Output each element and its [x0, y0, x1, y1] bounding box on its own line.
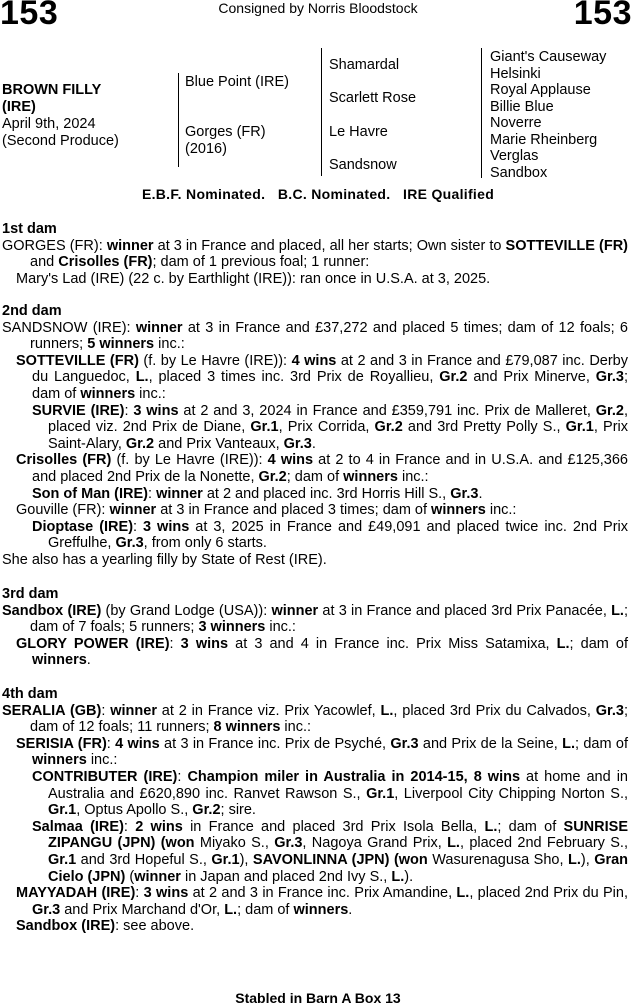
text: inc.:	[135, 385, 166, 402]
text: ; dam of	[569, 635, 629, 652]
text: ; dam of	[286, 468, 344, 485]
text: Wasurenagusa Sho,	[427, 851, 568, 868]
text: Sandbox (IRE)	[2, 602, 102, 619]
text: ),	[580, 851, 595, 868]
text: , placed 2nd Prix du Pin,	[469, 885, 628, 902]
g3-3: Royal Applause	[490, 82, 591, 98]
text: , from only 6 starts.	[143, 535, 267, 552]
text: in France and placed 3rd Prix Isola Bella,	[182, 818, 485, 835]
text: SURVIE (IRE)	[32, 402, 125, 419]
g3-7: Verglas	[490, 148, 539, 164]
second-dam-heading: 2nd dam	[2, 303, 62, 319]
text: winner	[134, 868, 181, 885]
seralia-entry	[2, 703, 628, 736]
text: 3 wins	[133, 402, 179, 419]
text: : see above.	[115, 918, 195, 935]
text: (f. by Le Havre (IRE)):	[138, 352, 292, 369]
text: Gr.2	[125, 435, 155, 452]
dioptase-entry	[2, 519, 628, 552]
foaling-date: April 9th, 2024	[2, 116, 96, 132]
dam-dam: Sandsnow	[329, 157, 397, 173]
text: , Optus Apollo S.,	[76, 802, 193, 819]
text: Gr.1	[366, 785, 395, 802]
text: and Prix de la Seine,	[418, 735, 563, 752]
text: MAYYADAH (IRE)	[16, 885, 136, 902]
text: ; dam of 1 previous foal; 1 runner:	[152, 254, 370, 271]
text: (	[125, 868, 135, 885]
g3-2: Helsinki	[490, 65, 541, 82]
text: CONTRIBUTER (IRE)	[32, 768, 178, 785]
text: 4 wins	[267, 452, 314, 469]
text: SOTTEVILLE (FR)	[505, 237, 629, 254]
text: inc.:	[154, 336, 185, 353]
g3-4: Billie Blue	[490, 98, 554, 115]
horse-name-line2: (IRE)	[2, 99, 36, 115]
text: winners	[343, 468, 398, 485]
text: and Prix Minerve,	[467, 369, 596, 386]
text: Gr.3	[595, 369, 624, 386]
text: Sandbox (IRE)	[16, 918, 116, 935]
text: SANDSNOW (IRE):	[2, 319, 136, 336]
text: at 3 in France and placed 3 times; dam of	[156, 502, 432, 519]
text: :	[148, 485, 157, 502]
text: ; dam of	[237, 901, 294, 918]
text: , placed 3 times inc. 3rd Prix de Royallieu,	[148, 369, 440, 386]
text: winners	[32, 652, 87, 669]
text: at 2 and 3 in France inc. Prix Amandine,	[188, 885, 457, 902]
lot-number-right: 153	[573, 0, 632, 32]
text: inc.:	[397, 468, 429, 485]
text: inc.:	[485, 502, 517, 519]
text: SOTTEVILLE (FR)	[16, 352, 139, 369]
text: 3 wins	[143, 518, 190, 535]
text: Gr.3	[283, 435, 312, 452]
text: inc.:	[265, 619, 296, 636]
text: Gr.2	[192, 802, 221, 819]
sire-sire: Shamardal	[329, 57, 400, 73]
text: Crisolles (FR)	[58, 254, 153, 271]
text: , placed 3rd Prix du Calvados,	[393, 702, 596, 719]
text: , Liverpool City Chipping Norton S.,	[394, 785, 628, 802]
text: :	[124, 402, 134, 419]
text: Gr.2	[595, 402, 624, 419]
text: and 3rd Hopeful S.,	[76, 851, 212, 868]
text: at 3 in France and placed, all her starts; Own sister to	[153, 237, 506, 254]
text: at 3, 2025 in France and £49,091 and placed twice inc. 2nd Prix Greffulhe,	[48, 518, 628, 552]
survie-entry	[2, 403, 628, 453]
mayyadah-entry	[2, 885, 628, 918]
salmaa-entry	[2, 819, 628, 885]
text: , placed 2nd February S.,	[459, 835, 628, 852]
text: 2 wins	[135, 818, 183, 835]
text: L.	[224, 901, 238, 918]
dam-name: GORGES (FR)	[2, 237, 99, 254]
text: Gr.2	[374, 419, 403, 436]
text: L.	[456, 885, 470, 902]
text: and 3rd Pretty Polly S.,	[402, 419, 566, 436]
first-dam-entry	[2, 238, 628, 271]
produce-note: (Second Produce)	[2, 133, 119, 149]
g3-1: Giant's Causeway	[490, 49, 607, 65]
text: Gouville (FR):	[16, 502, 110, 519]
text: Gr.1	[250, 419, 279, 436]
text: winners	[80, 385, 136, 402]
text: Gr.3	[115, 535, 144, 552]
g3-6: Marie Rheinberg	[490, 131, 598, 148]
text: at home and in Australia and £620,890 inc. Ranvet Rawson S.,	[48, 768, 628, 802]
text: and Prix Marchand d'Or,	[60, 901, 225, 918]
text: :	[106, 735, 116, 752]
text: winners	[293, 901, 349, 918]
sire: Blue Point (IRE)	[185, 74, 289, 90]
text: at 3 and 4 in France inc. Prix Miss Satamixa,	[228, 635, 557, 652]
dam-name: Gorges (FR)	[185, 124, 266, 140]
text: SAVONLINNA (JPN)	[252, 851, 390, 868]
text: ),	[239, 851, 253, 868]
text: , Nagoya Grand Prix,	[302, 835, 448, 852]
text: Gr.3	[595, 702, 624, 719]
text: L.	[135, 369, 149, 386]
text: (f. by Le Havre (IRE)):	[111, 452, 268, 469]
text: 4 wins	[115, 735, 160, 752]
text: SUNRISE ZIPANGU (JPN)	[48, 818, 628, 852]
text: :	[169, 635, 181, 652]
text: and Prix Vanteaux,	[154, 435, 284, 452]
text: winner	[106, 237, 154, 254]
first-dam-section	[2, 221, 628, 287]
text: :	[177, 768, 188, 785]
g3-8: Sandbox	[490, 164, 548, 181]
third-dam-section	[2, 586, 628, 669]
text: Son of Man (IRE)	[32, 485, 148, 502]
text: :	[123, 818, 136, 835]
text: :	[135, 885, 144, 902]
text: 3 winners	[198, 619, 266, 636]
text: ; dam of	[32, 369, 628, 402]
glory-power-entry	[2, 636, 628, 669]
text: ; sire.	[220, 802, 256, 819]
text: ; dam of 7 foals; 5 runners;	[30, 602, 628, 636]
text: Champion miler in Australia in 2014-15, 8 wins	[187, 768, 521, 785]
pedigree-bracket-2	[321, 48, 322, 176]
first-dam-heading: 1st dam	[2, 221, 57, 237]
text: at 2 and 3, 2024 in France and £359,791 inc. Prix de Malleret,	[178, 402, 596, 419]
pedigree-bracket-3	[481, 48, 482, 178]
text: L.	[391, 868, 405, 885]
text: L.	[611, 602, 624, 619]
stabling-info: Stabled in Barn A Box 13	[235, 990, 401, 1006]
text: winner	[156, 485, 203, 502]
text: Gr.3	[32, 901, 61, 918]
gouville-entry	[2, 502, 628, 519]
sandbox-see-above	[2, 918, 628, 935]
text: winner	[109, 502, 157, 519]
consignor: Consigned by Norris Bloodstock	[218, 0, 418, 16]
text: at 2 and 3 in France and £79,087 inc. Derby du Languedoc,	[32, 352, 628, 386]
text: inc.:	[86, 752, 118, 769]
text: Gr.3	[390, 735, 419, 752]
third-dam-heading: 3rd dam	[2, 586, 59, 602]
text: 3 wins	[180, 635, 229, 652]
text: :	[133, 518, 144, 535]
text: L.	[447, 835, 460, 852]
text: L.	[567, 851, 581, 868]
text: , placed viz. 2nd Prix de Diane,	[48, 402, 629, 436]
dam-sire: Le Havre	[329, 124, 388, 140]
text: at 2 to 4 in France and in U.S.A. and £125,366 and placed 2nd Prix de la Nonette,	[32, 452, 629, 485]
text: ; dam of	[497, 818, 564, 835]
third-generation	[490, 49, 606, 181]
text: ).	[404, 868, 414, 885]
text: (won	[393, 851, 428, 868]
text: 3 wins	[143, 885, 189, 902]
text: L.	[562, 735, 576, 752]
text: 8 winners	[213, 719, 281, 736]
dam-year: (2016)	[185, 140, 227, 157]
dam	[185, 124, 266, 157]
text: L.	[556, 635, 570, 652]
text: Salmaa (IRE)	[32, 818, 124, 835]
son-of-man-entry	[2, 486, 628, 503]
text: , Prix Corrida,	[278, 419, 375, 436]
text: winner	[271, 602, 319, 619]
text: L.	[380, 702, 394, 719]
text: , Prix Saint-Alary,	[48, 419, 628, 452]
text: ; dam of 12 foals; 11 runners;	[30, 702, 628, 736]
second-dam-entry	[2, 320, 628, 353]
text: Dioptase (IRE)	[32, 518, 134, 535]
nominations: E.B.F. Nominated. B.C. Nominated. IRE Qualified	[141, 186, 495, 202]
text: Crisolles (FR)	[16, 452, 112, 469]
yearling-note: She also has a yearling filly by State of Rest (IRE).	[2, 551, 327, 568]
text: SERALIA (GB)	[2, 702, 102, 719]
text: at 2 and placed inc. 3rd Horris Hill S.,	[202, 485, 451, 502]
text: .	[348, 901, 353, 918]
lot-number: 153	[0, 0, 59, 32]
pedigree-bracket-1	[178, 73, 179, 167]
text: 4 wins	[291, 352, 337, 369]
text: winners	[431, 502, 486, 519]
text: Miyako S.,	[194, 835, 275, 852]
text: Gr.1	[565, 419, 594, 436]
sandbox-entry	[2, 603, 628, 636]
text: Gr.2	[258, 468, 287, 485]
text: :	[101, 702, 111, 719]
text: inc.:	[280, 719, 312, 736]
text: 5 winners	[87, 336, 155, 353]
text: SERISIA (FR)	[16, 735, 107, 752]
text: Gr.1	[48, 851, 77, 868]
text: :	[98, 237, 107, 254]
text: Gr.3	[274, 835, 303, 852]
sotteville-entry	[2, 353, 628, 403]
text: winners	[32, 752, 87, 769]
text: L.	[484, 818, 498, 835]
text: .	[86, 652, 91, 669]
text: .	[478, 485, 483, 502]
text: at 3 in France inc. Prix de Psyché,	[159, 735, 391, 752]
serisia-entry	[2, 736, 628, 769]
text: GLORY POWER (IRE)	[16, 635, 170, 652]
text: (by Grand Lodge (USA)):	[101, 602, 272, 619]
text: and	[30, 254, 59, 271]
horse-name-line1: BROWN FILLY	[2, 82, 102, 98]
text: at 3 in France and £37,272 and placed 5 times; dam of 12 foals; 6 runners;	[30, 319, 628, 353]
fourth-dam-section	[2, 686, 628, 935]
second-dam-section	[2, 303, 628, 569]
contributer-entry	[2, 769, 628, 819]
text: at 3 in France and placed 3rd Prix Panacée,	[318, 602, 612, 619]
text: Gr.2	[439, 369, 468, 386]
fourth-dam-heading: 4th dam	[2, 686, 58, 702]
horse-description	[2, 82, 119, 150]
first-dam-produce: Mary's Lad (IRE) (22 c. by Earthlight (IRE)): ran once in U.S.A. at 3, 2025.	[16, 270, 491, 287]
text: Gran Cielo (JPN)	[48, 851, 629, 885]
g3-5: Noverre	[490, 115, 542, 131]
text: (won	[160, 835, 195, 852]
sire-dam: Scarlett Rose	[329, 90, 417, 106]
text: in Japan and placed 2nd Ivy S.,	[180, 868, 392, 885]
text: at 2 in France viz. Prix Yacowlef,	[156, 702, 381, 719]
text: .	[311, 435, 316, 452]
text: Gr.1	[48, 802, 77, 819]
text: Gr.1	[211, 851, 240, 868]
text: winner	[110, 702, 157, 719]
text: winner	[135, 319, 183, 336]
text: Gr.3	[450, 485, 479, 502]
text: ; dam of	[575, 735, 628, 752]
crisolles-entry	[2, 452, 628, 485]
